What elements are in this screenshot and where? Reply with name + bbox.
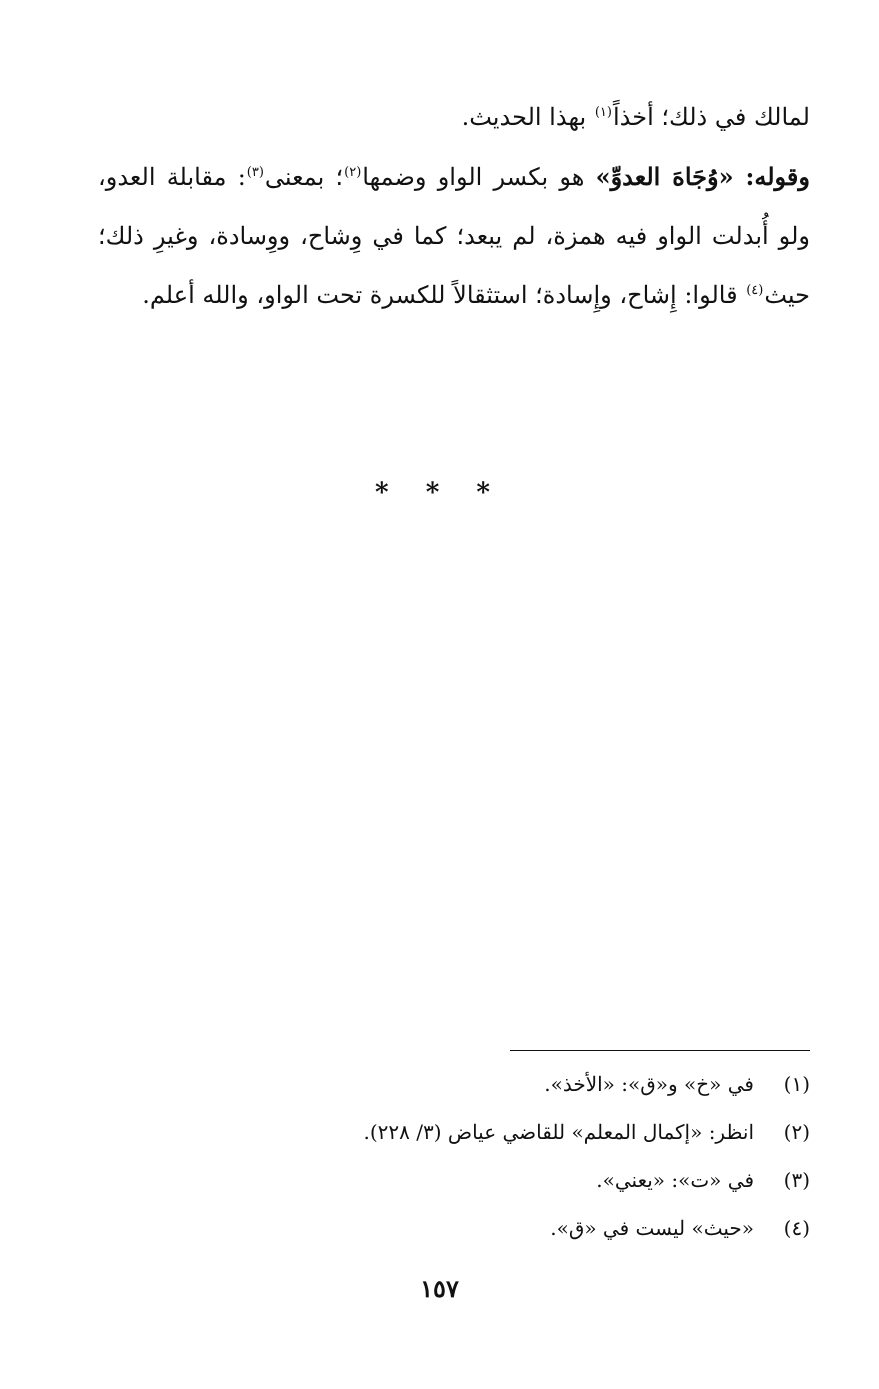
footnote-ref-4: (٤): [746, 283, 764, 298]
footnote-item: [200, 1158, 810, 1206]
paragraph-1-text-b: بهذا الحديث.: [461, 103, 594, 131]
footnote-item: [200, 1062, 810, 1110]
footnote-text: «حيث» ليست في «ق».: [550, 1216, 754, 1240]
paragraph-2: [98, 147, 810, 325]
page-number: ١٥٧: [420, 1274, 459, 1303]
paragraph-2-text-a: هو بكسر الواو وضمها: [362, 163, 596, 191]
footnote-item: [200, 1206, 810, 1254]
footnote-text: في «خ» و«ق»: «الأخذ».: [544, 1072, 754, 1096]
footnote-ref-1: (١): [594, 105, 612, 120]
footnote-text: في «ت»: «يعني».: [596, 1168, 754, 1192]
paragraph-2-text-b: ؛ بمعنى: [264, 163, 344, 191]
footnote-item: [200, 1110, 810, 1158]
section-separator: * * *: [375, 478, 504, 508]
footnote-number: (٤): [783, 1216, 810, 1240]
footnote-number: (٢): [783, 1120, 810, 1144]
footnote-text: انظر: «إكمال المعلم» للقاضي عياض (٣/ ٢٢٨).: [363, 1120, 754, 1144]
paragraph-2-text-d: قالوا: إِشاح، وإِسادة؛ استثقالاً للكسرة تحت الواو، والله أعلم.: [142, 281, 746, 309]
paragraph-1: [98, 88, 810, 147]
paragraph-2-lead: وقوله: «وُجَاهَ العدوِّ»: [595, 162, 810, 191]
footnote-number: (٣): [783, 1168, 810, 1192]
main-text: [98, 88, 810, 325]
footnote-ref-3: (٣): [246, 165, 264, 180]
footnote-ref-2: (٢): [344, 165, 362, 180]
paragraph-2-text-c: : مقابلة العدو، ولو أُبدلت الواو فيه همزة، لم يبعد؛ كما في وِشاح، ووِسادة، وغيرِ ذلك؛ حيث: [98, 163, 810, 309]
footnote-divider: [510, 1050, 810, 1051]
footnote-number: (١): [783, 1072, 810, 1096]
footnotes: [200, 1062, 810, 1254]
paragraph-1-text-a: لمالك في ذلك؛ أخذاً: [612, 103, 810, 131]
